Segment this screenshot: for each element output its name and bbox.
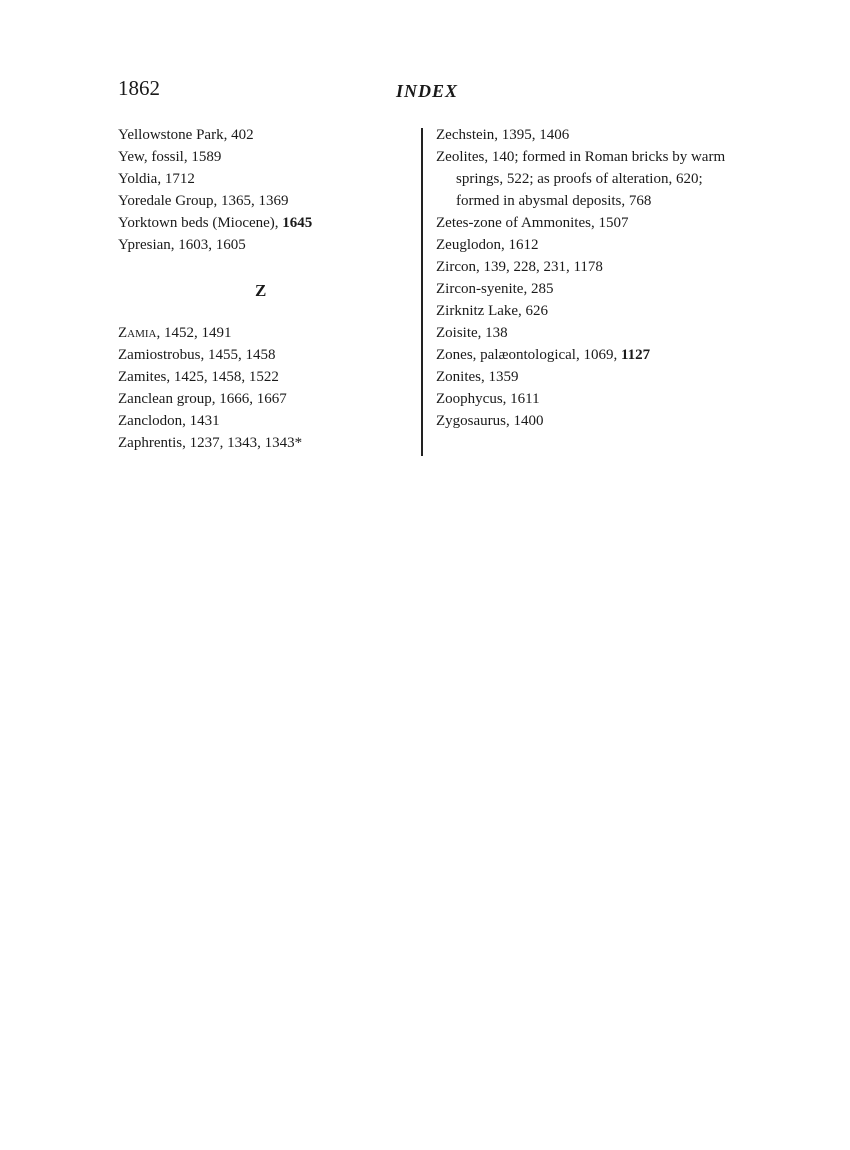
index-entry: Zaphrentis, 1237, 1343, 1343* [118,435,303,451]
running-head-title: INDEX [396,81,459,101]
index-entry: Zanclodon, 1431 [118,413,220,429]
index-entry: Zeuglodon, 1612 [436,237,539,253]
index-entry: Zonites, 1359 [436,369,519,385]
column-divider-rule [421,128,423,456]
index-entry: Zoisite, 138 [436,325,508,341]
index-column-left [118,124,378,454]
bold-page-reference: 1645 [282,215,313,231]
index-entry: Yoredale Group, 1365, 1369 [118,193,289,209]
index-entry: Zones, palæontological, 1069, 1127 [436,347,651,363]
index-entry: Zircon, 139, 228, 231, 1178 [436,259,603,275]
index-entry: Yellowstone Park, 402 [118,127,254,143]
small-caps-genus: Zamia [118,325,157,341]
index-entry: Ypresian, 1603, 1605 [118,237,246,253]
index-entry: Zoophycus, 1611 [436,391,540,407]
page-number: 1862 [118,76,160,100]
index-entry: Yew, fossil, 1589 [118,149,222,165]
index-entry: Zanclean group, 1666, 1667 [118,391,287,407]
section-letter-heading: Z [255,281,267,300]
index-entry: Zirknitz Lake, 626 [436,303,549,319]
index-entry: Zircon-syenite, 285 [436,281,554,297]
index-entry: Zeolites, 140; formed in Roman bricks by warm springs, 522; as proofs of alteration, 620; formed in abysmal deposits, 768 [436,149,726,209]
bold-page-reference: 1127 [620,347,651,363]
index-entry: Zamites, 1425, 1458, 1522 [118,369,279,385]
index-entry: Zygosaurus, 1400 [436,413,544,429]
index-entry: Zamia, 1452, 1491 [118,325,232,341]
index-entry: Zamiostrobus, 1455, 1458 [118,347,276,363]
index-entry: Zechstein, 1395, 1406 [436,127,570,143]
index-column-right [436,124,736,432]
index-entry: Yoldia, 1712 [118,171,195,187]
index-entry: Zetes-zone of Ammonites, 1507 [436,215,629,231]
index-entry: Yorktown beds (Miocene), 1645 [118,215,313,231]
